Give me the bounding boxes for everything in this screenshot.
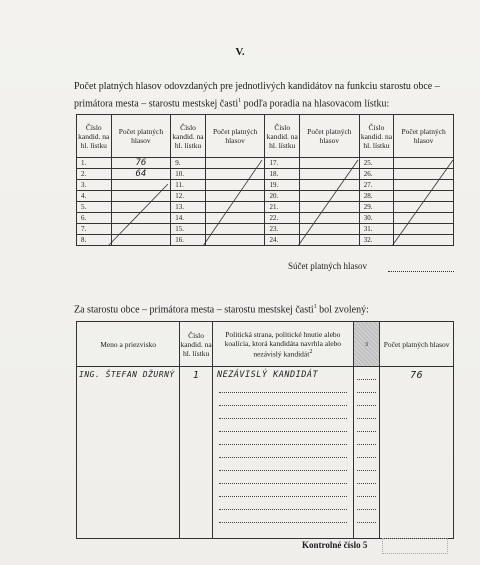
col-header-number: Číslo kandid. na hl. lístku: [77, 115, 112, 158]
winner-party-cell[interactable]: [212, 367, 353, 539]
votes-cell[interactable]: [205, 158, 265, 169]
votes-cell[interactable]: [300, 169, 360, 180]
table-row: [77, 367, 454, 539]
votes-cell[interactable]: [300, 202, 360, 213]
shaded-cell: [353, 367, 379, 539]
votes-cell[interactable]: [300, 180, 360, 191]
candidate-number-cell: 26.: [359, 169, 394, 180]
votes-cell[interactable]: [300, 213, 360, 224]
candidate-number-cell: 3.: [77, 180, 112, 191]
table-header-row: [77, 115, 454, 158]
votes-cell[interactable]: [394, 224, 454, 235]
votes-cell[interactable]: [111, 180, 171, 191]
candidate-number-cell: 5.: [77, 202, 112, 213]
candidate-number-cell: 25.: [359, 158, 394, 169]
candidate-number-cell: 27.: [359, 180, 394, 191]
votes-cell[interactable]: [394, 169, 454, 180]
votes-cell[interactable]: [205, 224, 265, 235]
table-row: [77, 180, 454, 191]
table-row: [77, 213, 454, 224]
col-header-votes: Počet platných hlasov: [380, 322, 454, 367]
table-row: [77, 235, 454, 246]
votes-cell[interactable]: [394, 191, 454, 202]
candidate-number-cell: 31.: [359, 224, 394, 235]
candidate-number-cell: 18.: [265, 169, 300, 180]
votes-cell[interactable]: [111, 235, 171, 246]
votes-cell[interactable]: [300, 235, 360, 246]
votes-cell[interactable]: [205, 191, 265, 202]
candidate-number-cell: 17.: [265, 158, 300, 169]
votes-cell[interactable]: [300, 191, 360, 202]
table-row: [77, 158, 454, 169]
votes-cell[interactable]: [205, 202, 265, 213]
candidate-number-cell: 23.: [265, 224, 300, 235]
votes-cell[interactable]: [300, 158, 360, 169]
sum-label: Súčet platných hlasov: [288, 261, 367, 271]
votes-cell[interactable]: [111, 202, 171, 213]
votes-cell[interactable]: [111, 224, 171, 235]
candidate-number-cell: 12.: [171, 191, 206, 202]
col-header-number: Číslo kandid. na hl. lístku: [265, 115, 300, 158]
candidate-number-cell: 7.: [77, 224, 112, 235]
candidate-number-cell: 9.: [171, 158, 206, 169]
candidate-number-cell: 6.: [77, 213, 112, 224]
col-header-votes: Počet platných hlasov: [111, 115, 171, 158]
col-header-party: Politická strana, politické hnutie alebo koalícia, ktorá kandidáta navrhla alebo nezávislý kandidát$^2$: [212, 322, 353, 367]
control-number-field[interactable]: [382, 538, 448, 554]
sum-field[interactable]: [388, 262, 454, 272]
winner-votes: 76: [410, 370, 424, 381]
votes-cell[interactable]: [111, 191, 171, 202]
control-number-label: Kontrolné číslo 5: [302, 540, 368, 550]
votes-cell[interactable]: [111, 213, 171, 224]
candidate-number-cell: 32.: [359, 235, 394, 246]
candidate-number-cell: 19.: [265, 180, 300, 191]
candidate-number-cell: 8.: [77, 235, 112, 246]
col-header-votes: Počet platných hlasov: [394, 115, 454, 158]
candidate-number-cell: 30.: [359, 213, 394, 224]
candidate-number-cell: 28.: [359, 191, 394, 202]
col-header-name: Meno a priezvisko: [77, 322, 180, 367]
votes-intro-text: Počet platných hlasov odovzdaných pre jednotlivých kandidátov na funkciu starostu obce – primátora mesta – starostu mestskej časti$^1$ podľa poradia na hlasovacom lístku:: [74, 81, 440, 110]
votes-cell[interactable]: [205, 213, 265, 224]
candidate-number-cell: 1.: [77, 158, 112, 169]
elected-candidate-table: [76, 321, 454, 539]
votes-cell[interactable]: [394, 158, 454, 169]
col-header-number: Číslo kandid. na hl. lístku: [180, 322, 213, 367]
table-row: [77, 224, 454, 235]
table-header-row: [77, 322, 454, 367]
votes-cell[interactable]: 64: [111, 169, 171, 180]
candidate-number-cell: 10.: [171, 169, 206, 180]
table-row: [77, 169, 454, 180]
table-row: [77, 202, 454, 213]
votes-cell[interactable]: [300, 224, 360, 235]
candidate-number-cell: 13.: [171, 202, 206, 213]
candidate-number-cell: 11.: [171, 180, 206, 191]
candidate-number-cell: 24.: [265, 235, 300, 246]
col-header-votes: Počet platných hlasov: [300, 115, 360, 158]
votes-cell[interactable]: [205, 180, 265, 191]
winner-votes-cell[interactable]: [380, 367, 454, 539]
section-number: V.: [235, 46, 245, 58]
footnote-ref: 1: [313, 304, 317, 310]
candidate-number-cell: 22.: [265, 213, 300, 224]
col-header-shaded: 3: [353, 322, 379, 367]
votes-cell[interactable]: [394, 202, 454, 213]
votes-cell[interactable]: [394, 213, 454, 224]
col-header-number: Číslo kandid. na hl. lístku: [171, 115, 206, 158]
votes-cell[interactable]: [394, 180, 454, 191]
candidate-number-cell: 15.: [171, 224, 206, 235]
winner-number: 1: [192, 370, 200, 381]
candidate-number-cell: 29.: [359, 202, 394, 213]
candidate-number-cell: 2.: [77, 169, 112, 180]
candidate-number-cell: 20.: [265, 191, 300, 202]
candidate-number-cell: 14.: [171, 213, 206, 224]
col-header-number: Číslo kandid. na hl. lístku: [359, 115, 394, 158]
candidate-number-cell: 21.: [265, 202, 300, 213]
candidate-number-cell: 4.: [77, 191, 112, 202]
votes-per-candidate-table: [76, 114, 454, 246]
votes-cell[interactable]: [205, 169, 265, 180]
winner-number-cell[interactable]: [180, 367, 213, 539]
elected-intro-text: Za starostu obce – primátora mesta – starostu mestskej časti$^1$ bol zvolený:: [74, 304, 369, 316]
table-row: [77, 191, 454, 202]
votes-cell[interactable]: 76: [111, 158, 171, 169]
winner-name: ING. ŠTEFAN DŽURNÝ: [79, 370, 175, 379]
votes-cell[interactable]: [394, 235, 454, 246]
candidate-number-cell: 16.: [171, 235, 206, 246]
footnote-ref: 1: [238, 98, 242, 104]
col-header-votes: Počet platných hlasov: [205, 115, 265, 158]
winner-name-cell[interactable]: [77, 367, 180, 539]
votes-cell[interactable]: [205, 235, 265, 246]
winner-party: NEZÁVISLÝ KANDIDÁT: [216, 370, 319, 380]
